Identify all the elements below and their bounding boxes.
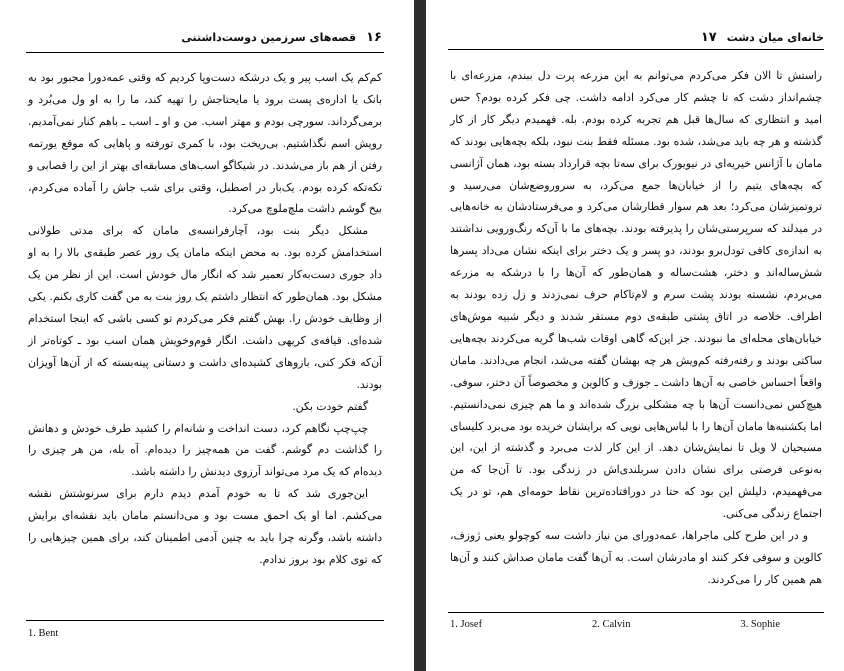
- right-page: [426, 0, 844, 671]
- right-footnotes: [450, 619, 780, 630]
- right-footnote-rule: [448, 612, 824, 613]
- left-header-rule: [26, 52, 384, 53]
- right-page-number: ۱۷: [700, 30, 717, 45]
- left-paragraph-5: این‌جوری شد که تا به خودم آمدم دیدم دارم برای سرنوشتش نقشه می‌کشم. اما او یک احمق مست بود و می‌دانستم مامان باید نقشه‌ای برایش داشته باشد، وگرنه چرا باید به چنین آدمی اطمینان کند، برای همین چیزهایی را که توی کلام بود بروز ندادم.: [28, 487, 382, 566]
- footnote-bent: 1. Bent: [28, 628, 59, 639]
- right-paragraph-1: راستش تا الان فکر می‌کردم می‌توانم به این مزرعه پرت دل ببندم، مزرعه‌ای با چشم‌انداز دشت که تا چشم کار می‌کرد ادامه داشت. چی فکر کرده بودم؟ حس امید و انتظاری که سال‌ها قبل هم تجربه کرده بودم. بله. فهمیدم دیگر کار از کار گذشته و هر چه باید می‌شد، شده بود. مسئله فقط بنت نبود، بلکه بچه‌هایی بودند که مامان با آژانس خیریه‌ای در نیویورک برای سه‌تا بچه قرارداد بسته بود، همان آژانسی که بچه‌های یتیم را از خیابان‌ها جمع می‌کرد، به سروروضع‌شان می‌رسید و تروتمیزشان می‌کرد؛ بعد هم سوار قطارشان می‌کرد و می‌فرستادشان به خانه‌هایی در میدلند که سرپرستی‌شان را پذیرفته بودند. بچه‌های ما با آن‌که رنگ‌ورویی نداشتند به اندازه‌ی کافی تودل‌برو بودند، دو پسر و یک دختر برای اینکه نشان می‌داد پسرها شش‌ساله‌اند و دختر، هشت‌ساله و همان‌طور که آن‌ها را با درشکه به مزرعه می‌بردم، نشسته بودند پشت سرم و لام‌تاکام حرف نمی‌زدند و زل زده بودند به اطراف. خلاصه در اتاق پشتی طبقه‌ی دوم مستقر شدند و دیگر شبیه موش‌های خیابان‌های محله‌ای ما نبودند. جز این‌که گاهی اوقات شب‌ها گریه می‌کردند بچه‌هایی ساکتی بودند و رفته‌رفته کم‌ویش هر چه بهشان گفته می‌شد، انجام می‌دادند. مامان واقعاً احساس خاصی به آن‌ها داشت ـ جوزف و کالوین و مخصوصاً آن دختر، سوفی. هیچ‌کس نمی‌دانست آن‌ها با چه مشکلی بزرگ شده‌اند و ما هم چیزی نمی‌دانستیم. اما یکشنبه‌ها مامان آن‌ها را با لباس‌هایی نویی که برایشان خریده بود می‌برد کلیسای مسیحیان لا ویل تا نمایش‌شان دهد. از این کار لذت می‌برد و گذشته از این، این به‌نوعی فرصتی برای نشان دادن سربلندی‌اش در زندگی بود. تا آن‌جا که من می‌فهمیدم، دلیلش این بود که حتا در دورافتاده‌ترین نقاط حومه‌ای هم، تو در یک اجتماع زندگی می‌کنی.: [450, 69, 822, 521]
- right-page-header: [701, 30, 824, 45]
- right-header-rule: [448, 49, 824, 50]
- footnote-josef: 1. Josef: [450, 619, 483, 630]
- book-gutter: [414, 0, 426, 671]
- left-body-text: [28, 67, 382, 571]
- left-running-title: قصه‌های سرزمین دوست‌داشتنی: [181, 31, 357, 44]
- left-page: [0, 0, 414, 671]
- left-page-header: [181, 30, 382, 45]
- right-running-title: خانه‌ای میان دشت: [726, 31, 824, 44]
- left-paragraph-4: چپ‌چپ نگاهم کرد، دست انداخت و شانه‌ام را کشید طرف خودش و دهانش را گذاشت دم گوشم. گفت من همه‌چیز را دیده‌ام. آه بله، من هر چیزی را دیده‌ام که یک مرد می‌تواند آرزوی دیدنش را داشته باشد.: [28, 421, 382, 479]
- footnote-calvin: 2. Calvin: [591, 619, 631, 630]
- left-footnotes: [28, 628, 58, 639]
- left-paragraph-1: کم‌کم یک اسب پیر و یک درشکه دست‌وپا کردیم که وقتی عمه‌دورا مجبور بود به بانک یا اداره‌ی پست برود یا مایحتاجش را تهیه کند، ما را به او ول می‌بُرد و برمی‌گرداند. سورچی بودم و مهتر اسب. من و او ـ اسب ـ باهم کنار نمی‌آمدیم. رویش اسم نگذاشتیم. بی‌ریخت بود، با کمری تورفته و پاهایی که موقع یورتمه رفتن از هم باز می‌شدند. در شیکاگو اسب‌های مسابقه‌ای بهتر از این را قصابی و تکه‌تکه کرده بودم. یک‌بار در اصطبل، وقتی برای شب جاش را آماده می‌کردم، بیخ گوشم داشت ملچ‌ملوچ می‌کرد.: [28, 71, 382, 216]
- left-footnote-rule: [26, 620, 384, 621]
- right-body-text: [450, 65, 822, 591]
- left-paragraph-2: مشکل دیگر بنت بود، آچارفرانسه‌ی مامان که برای مدتی طولانی استخدامش کرده بود. به محض اینکه مامان یک روز عصر طبقه‌ی بالا را به او داد جوری دست‌به‌کار تعمیر شد که انگار مال خودش است. این از نظر من یک مشکل بود. همان‌طور که انتظار داشتم یک روز بنت به من گفت کاری بکنم. یکی از وظایف خودش را. بهش گفتم فکر می‌کردم تو کسی باشی که اینجا استخدام شده‌ای. قیافه‌ی کریهی داشت. انگار قوم‌وخویش همان اسب بود ـ کوتاه‌تر از آن‌که فکر کنی، بازوهای کشیده‌ای داشت و دستانی پینه‌بسته که از آن‌ها آویزان بودند.: [28, 224, 382, 391]
- left-paragraph-3: گفتم خودت بکن.: [292, 399, 368, 413]
- right-paragraph-2: و در این طرح کلی ماجراها، عمه‌دورای من نیاز داشت سه کوچولو یعنی ژوزف، کالوین و سوفی فکر کنند او مادرشان است. به آن‌ها گفت مامان صداش کنند و آن‌ها هم همین کار را می‌کردند.: [450, 529, 822, 586]
- left-page-number: ۱۶: [366, 30, 382, 45]
- footnote-sophie: 3. Sophie: [740, 619, 780, 630]
